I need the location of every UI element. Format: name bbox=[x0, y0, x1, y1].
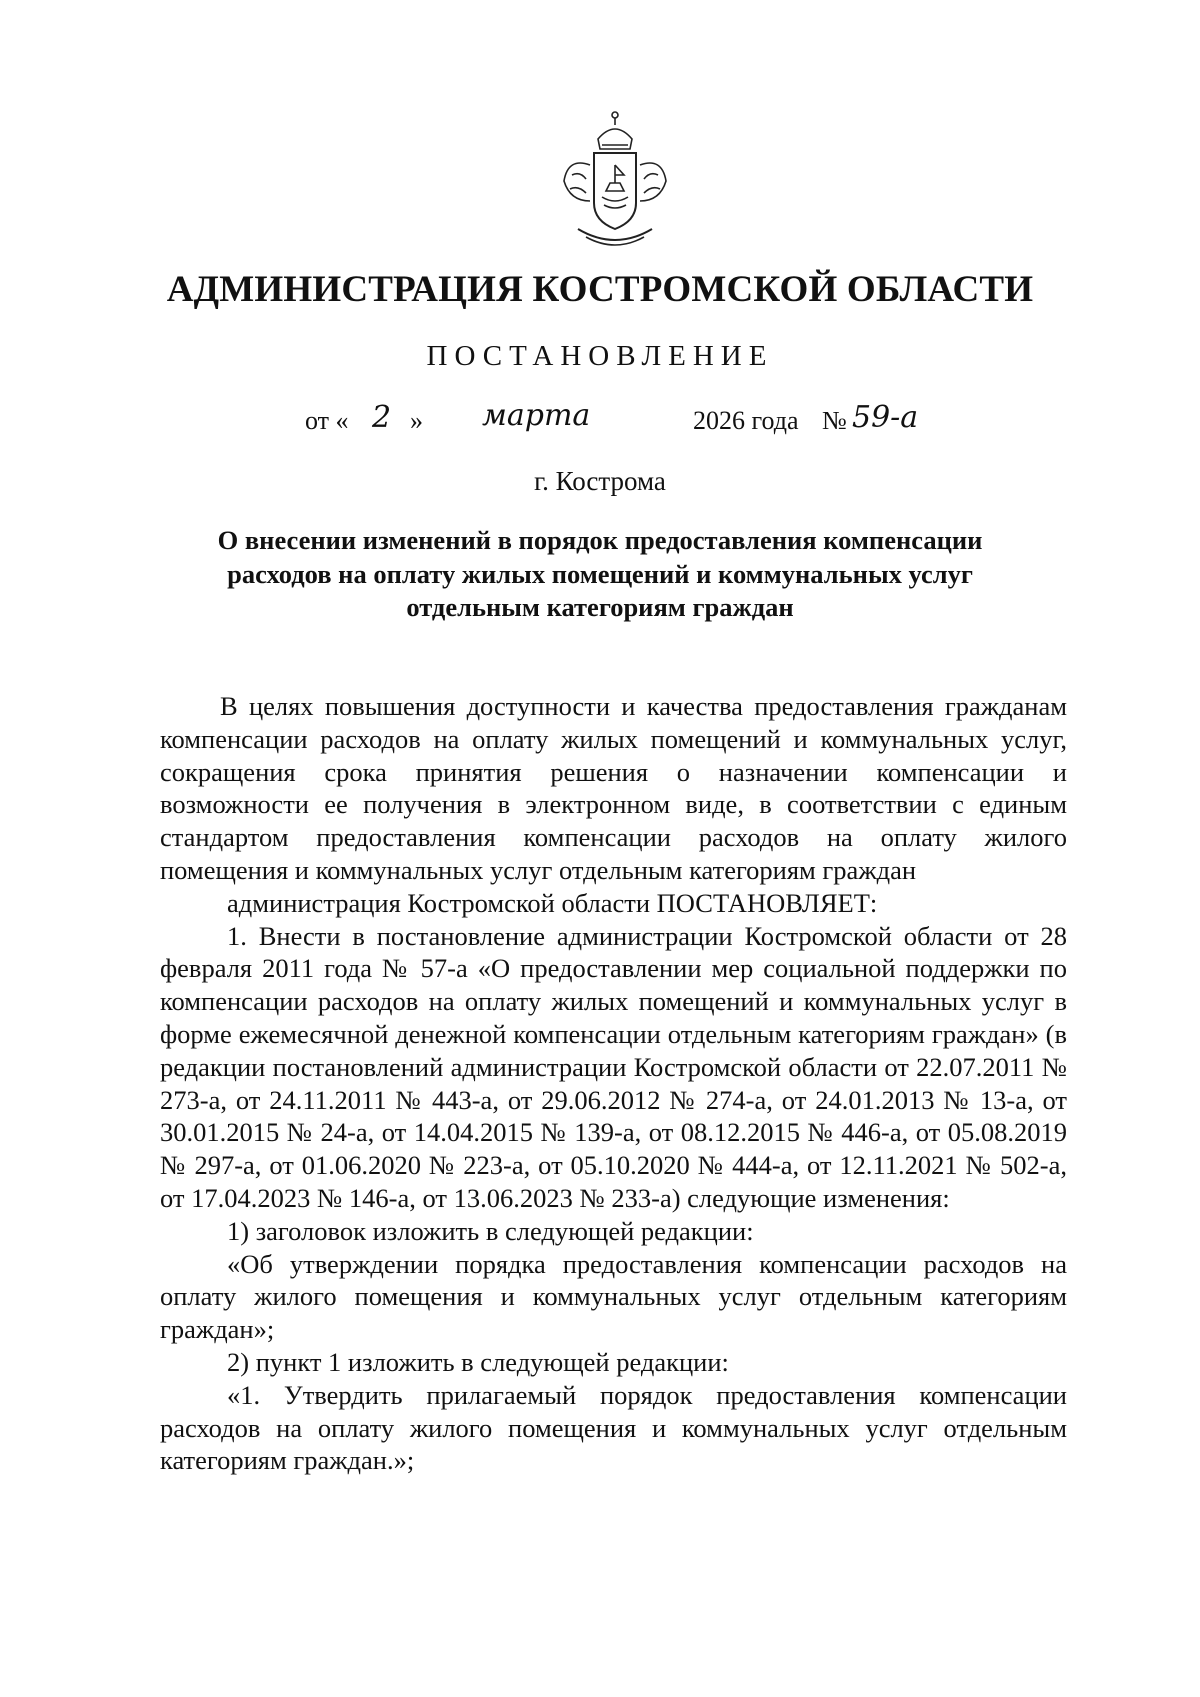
organization-title: АДМИНИСТРАЦИЯ КОСТРОМСКОЙ ОБЛАСТИ bbox=[166, 269, 1034, 310]
subitem-2-text: «1. Утвердить прилагаемый порядок предоставления компенсации расходов на оплату жилого помещения и коммунальных услуг отдельным категориям граждан.»; bbox=[160, 1379, 1067, 1476]
date-number-line bbox=[0, 398, 1200, 442]
date-close-quote: » bbox=[410, 406, 423, 435]
number-label: № bbox=[822, 406, 847, 435]
document-body bbox=[160, 690, 1067, 1477]
coat-of-arms-emblem bbox=[550, 105, 680, 255]
subitem-1-text: «Об утверждении порядка предоставления компенсации расходов на оплату жилого помещения и коммунальных услуг отдельным категориям граждан»; bbox=[160, 1248, 1067, 1345]
subject-line: О внесении изменений в порядок предоставления компенсации bbox=[217, 525, 983, 555]
city: г. Кострома bbox=[534, 466, 666, 496]
date-prefix: от « bbox=[305, 406, 349, 435]
subitem-1-heading: 1) заголовок изложить в следующей редакции: bbox=[227, 1215, 754, 1246]
date-year: 2026 года bbox=[693, 406, 799, 435]
subject-line: отдельным категориям граждан bbox=[406, 592, 794, 622]
subject-line: расходов на оплату жилых помещений и коммунальных услуг bbox=[227, 558, 973, 589]
preamble-paragraph: В целях повышения доступности и качества предоставления гражданам компенсации расходов на оплату жилых помещений и коммунальных услуг, сокращения срока принятия решения о назначении компенсации и возможности ее получения в электронном виде, в соответствии с единым стандартом предоставления компенсации расходов на оплату жилого помещения и коммунальных услуг отдельным категориям граждан bbox=[160, 691, 1067, 885]
subitem-2-heading: 2) пункт 1 изложить в следующей редакции: bbox=[227, 1346, 729, 1377]
document-number-handwritten: 59-а bbox=[852, 400, 919, 435]
date-day-handwritten: 2 bbox=[372, 400, 392, 435]
document-subject bbox=[190, 524, 1010, 625]
document-type: ПОСТАНОВЛЕНИЕ bbox=[426, 340, 774, 372]
date-month-handwritten: марта bbox=[482, 398, 591, 433]
resolves-paragraph: администрация Костромской области ПОСТАНОВЛЯЕТ: bbox=[227, 887, 878, 918]
item-1-paragraph: 1. Внести в постановление администрации Костромской области от 28 февраля 2011 года № 57-а «О предоставлении мер социальной поддержки по компенсации расходов на оплату жилых помещений и коммунальных услуг в форме ежемесячной денежной компенсации отдельным категориям граждан» (в редакции постановлений администрации Костромской области от 22.07.2011 № 273-а, от 24.11.2011 № 443-а, от 29.06.2012 № 274-а, от 24.01.2013 № 13-а, от 30.01.2015 № 24-а, от 14.04.2015 № 139-а, от 08.12.2015 № 446-а, от 05.08.2019 № 297-а, от 01.06.2020 № 223-а, от 05.10.2020 № 444-а, от 12.11.2021 № 502-а, от 17.04.2023 № 146-а, от 13.06.2023 № 233-а) следующие изменения: bbox=[160, 920, 1067, 1213]
